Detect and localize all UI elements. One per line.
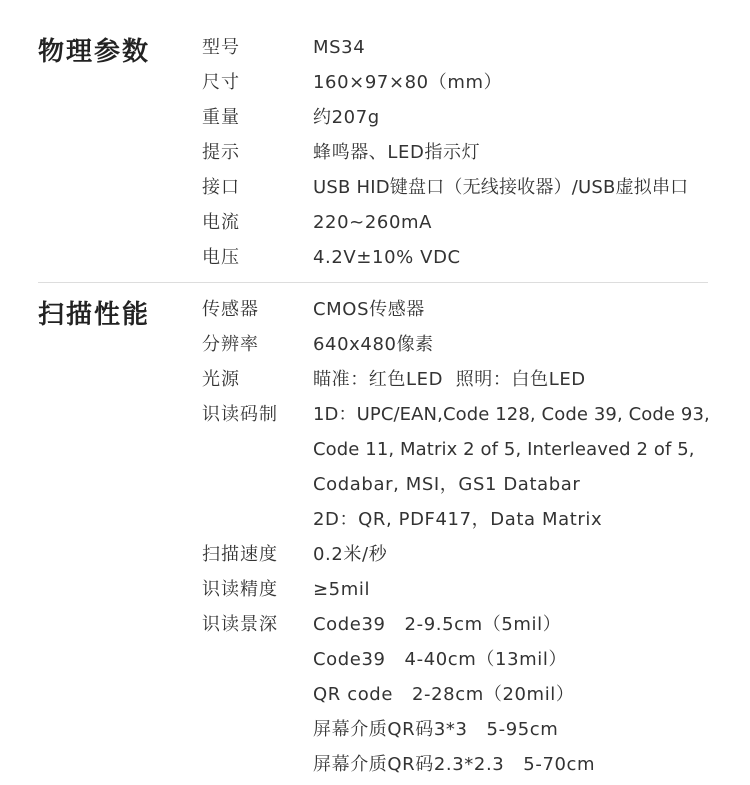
spec-value: 蜂鸣器、LED指示灯 <box>313 142 481 163</box>
spec-row-resolution <box>0 330 750 365</box>
spec-label: 识读码制 <box>202 404 278 425</box>
spec-values <box>313 33 750 68</box>
spec-values <box>313 365 750 400</box>
scan-section-title: 扫描性能 <box>38 300 151 330</box>
spec-value: 1D：UPC/EAN,Code 128, Code 39, Code 93, <box>313 404 710 425</box>
spec-label: 识读景深 <box>202 614 278 635</box>
spec-label: 重量 <box>202 107 240 128</box>
spec-value: MS34 <box>313 37 366 58</box>
spec-values <box>313 400 750 540</box>
spec-value: 屏幕介质QR码3*3 5-95cm <box>313 719 559 740</box>
spec-value: Code39 2-9.5cm（5mil） <box>313 614 562 635</box>
spec-values <box>313 330 750 365</box>
spec-value: 160×97×80（mm） <box>313 72 503 93</box>
spec-label: 接口 <box>202 177 240 198</box>
spec-row-read-precision <box>0 575 750 610</box>
spec-values <box>313 295 750 330</box>
spec-value: Code 11, Matrix 2 of 5, Interleaved 2 of 5, <box>313 439 695 460</box>
spec-value: QR code 2-28cm（20mil） <box>313 684 575 705</box>
spec-value: USB HID键盘口（无线接收器）/USB虚拟串口 <box>313 177 689 198</box>
spec-label: 扫描速度 <box>202 544 278 565</box>
spec-value: 屏幕介质QR码2.3*2.3 5-70cm <box>313 754 596 775</box>
spec-label: 传感器 <box>202 299 259 320</box>
spec-values <box>313 68 750 103</box>
spec-value: 2D：QR, PDF417，Data Matrix <box>313 509 603 530</box>
spec-label: 尺寸 <box>202 72 240 93</box>
spec-value: 4.2V±10% VDC <box>313 247 461 268</box>
spec-values <box>313 138 750 173</box>
spec-value: ≥5mil <box>313 579 371 600</box>
spec-values <box>313 173 750 208</box>
spec-value: Codabar, MSI，GS1 Databar <box>313 474 581 495</box>
spec-row-size <box>0 68 750 103</box>
spec-values <box>313 575 750 610</box>
spec-row-weight <box>0 103 750 138</box>
spec-values <box>313 610 750 785</box>
spec-label: 型号 <box>202 37 240 58</box>
spec-row-sensor <box>0 295 750 330</box>
spec-values <box>313 103 750 138</box>
spec-value: 0.2米/秒 <box>313 544 388 565</box>
spec-row-symbologies <box>0 400 750 540</box>
spec-values <box>313 208 750 243</box>
spec-label: 光源 <box>202 369 240 390</box>
physical-section-title: 物理参数 <box>38 37 151 67</box>
spec-row-scan-speed <box>0 540 750 575</box>
spec-value: CMOS传感器 <box>313 299 425 320</box>
spec-value: 瞄准：红色LED 照明：白色LED <box>313 369 586 390</box>
spec-value: 约207g <box>313 107 380 128</box>
spec-row-interface <box>0 173 750 208</box>
spec-label: 识读精度 <box>202 579 278 600</box>
spec-label: 分辨率 <box>202 334 259 355</box>
spec-value: Code39 4-40cm（13mil） <box>313 649 568 670</box>
spec-label: 电压 <box>202 247 240 268</box>
spec-row-indicator <box>0 138 750 173</box>
spec-row-current <box>0 208 750 243</box>
spec-values <box>313 243 750 278</box>
spec-value: 220~260mA <box>313 212 433 233</box>
section-divider <box>38 282 708 283</box>
spec-value: 640x480像素 <box>313 334 434 355</box>
spec-values <box>313 540 750 575</box>
spec-label: 电流 <box>202 212 240 233</box>
spec-row-light-source <box>0 365 750 400</box>
spec-row-voltage <box>0 243 750 278</box>
spec-label: 提示 <box>202 142 240 163</box>
spec-row-model <box>0 33 750 68</box>
spec-row-depth-of-field <box>0 610 750 785</box>
